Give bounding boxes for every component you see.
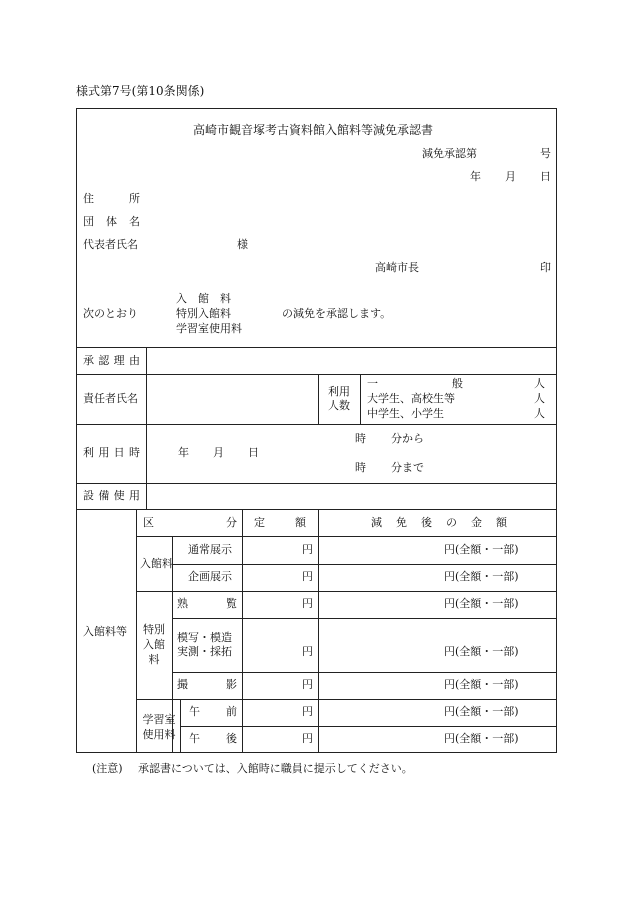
use-day: 日 (248, 446, 259, 459)
divider (318, 509, 319, 753)
study-room-afternoon: 午 後 (189, 732, 237, 745)
fixed-yen: 円 (302, 705, 313, 718)
use-month: 月 (213, 446, 224, 459)
admission-item-regular: 通常展示 (188, 543, 232, 556)
divider (172, 672, 557, 673)
fixed-yen: 円 (302, 678, 313, 691)
fee-header-fixed: 定 額 (254, 516, 306, 529)
seal-mark: 印 (540, 261, 551, 274)
reduced-amount: 円(全額・一部) (444, 597, 519, 610)
statement-option-study-room: 学習室使用料 (176, 322, 242, 335)
divider (242, 509, 243, 753)
approval-reason-label: 承 認 理 由 (83, 354, 140, 367)
document-title: 高崎市観音塚考古資料館入館料等減免承認書 (193, 123, 434, 137)
honorific: 様 (237, 238, 248, 251)
divider (172, 618, 557, 619)
use-hour-from: 時 (355, 432, 366, 445)
group-name-label: 団 体 名 (83, 215, 140, 228)
divider (136, 536, 557, 537)
fee-header-reduced: 減 免 後 の 金 額 (371, 516, 507, 529)
user-unit-university: 人 (534, 392, 545, 405)
issue-day: 日 (540, 170, 551, 183)
issue-month: 月 (505, 170, 516, 183)
use-hour-to: 時 (355, 461, 366, 474)
fee-group-label: 入館料等 (83, 625, 127, 638)
divider (136, 699, 557, 700)
user-category-general-1: 一 (367, 377, 378, 390)
special-item-study: 熟 覧 (177, 597, 237, 610)
user-category-university: 大学生、高校生等 (367, 392, 455, 405)
reduced-amount: 円(全額・一部) (444, 705, 519, 718)
study-room-morning: 午 前 (189, 705, 237, 718)
user-category-school: 中学生、小学生 (367, 407, 444, 420)
fixed-yen: 円 (302, 732, 313, 745)
user-count-label: 利用 人数 (328, 385, 350, 412)
approval-number-suffix: 号 (540, 147, 551, 160)
fixed-yen: 円 (302, 543, 313, 556)
special-item-photo: 撮 影 (177, 678, 237, 691)
user-unit-school: 人 (534, 407, 545, 420)
note-label: (注意) (92, 762, 123, 775)
statement-closing: の減免を承認します。 (282, 307, 392, 320)
issuer-name: 高崎市長 (375, 261, 419, 274)
issue-year: 年 (470, 170, 481, 183)
statement-option-admission: 入 館 料 (176, 292, 231, 305)
label-column-divider (146, 347, 147, 509)
fixed-yen: 円 (302, 570, 313, 583)
reduced-amount: 円(全額・一部) (444, 678, 519, 691)
responsible-person-label: 責任者氏名 (83, 392, 138, 405)
divider (318, 374, 319, 424)
representative-label: 代表者氏名 (83, 238, 138, 251)
special-item-copy: 模写・模造 実測・採拓 (177, 631, 232, 658)
use-minute-to: 分まで (391, 461, 424, 474)
fee-header-category-1: 区 (143, 516, 154, 529)
use-datetime-label: 利 用 日 時 (83, 446, 140, 459)
divider (76, 374, 557, 375)
special-admission-label: 特別 入館 料 (143, 623, 165, 666)
fee-header-category-2: 分 (226, 516, 237, 529)
user-category-general-2: 般 (452, 377, 463, 390)
facility-use-label: 設 備 使 用 (83, 489, 140, 502)
use-minute-from: 分から (391, 432, 424, 445)
divider (180, 726, 557, 727)
divider (76, 424, 557, 425)
reduced-amount: 円(全額・一部) (444, 645, 519, 658)
divider (136, 509, 137, 753)
study-room-fee-label: 学習室 使用料 (142, 713, 176, 741)
fixed-yen: 円 (302, 645, 313, 658)
divider (76, 483, 557, 484)
reduced-amount: 円(全額・一部) (444, 732, 519, 745)
divider (136, 591, 557, 592)
divider (360, 374, 361, 424)
statement-intro: 次のとおり (83, 307, 138, 320)
fixed-yen: 円 (302, 597, 313, 610)
note-text: 承認書については、入館時に職員に提示してください。 (138, 762, 413, 775)
divider (76, 509, 557, 510)
admission-item-special-exhibit: 企画展示 (188, 570, 232, 583)
divider (172, 564, 557, 565)
reduced-amount: 円(全額・一部) (444, 570, 519, 583)
use-year: 年 (178, 446, 189, 459)
divider (76, 347, 557, 348)
user-unit-general: 人 (534, 377, 545, 390)
address-label: 住 所 (83, 192, 140, 205)
statement-option-special: 特別入館料 (176, 307, 231, 320)
approval-number-prefix: 減免承認第 (422, 147, 477, 160)
form-number: 様式第7号(第10条関係) (76, 84, 205, 98)
reduced-amount: 円(全額・一部) (444, 543, 519, 556)
admission-fee-label: 入館料 (140, 557, 173, 570)
